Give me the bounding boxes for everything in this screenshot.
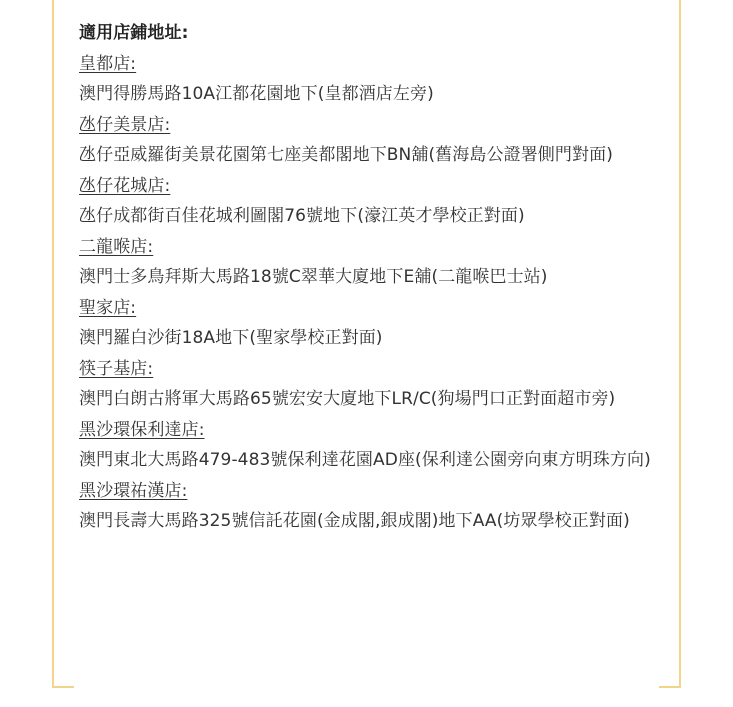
store-name-heishahuan-baolida: 黑沙環保利達店:: [79, 419, 205, 440]
store-address-erlonghou: 澳門士多鳥拜斯大馬路18號C翠華大廈地下E舖(二龍喉巴士站): [79, 267, 548, 287]
section-heading: 適用店鋪地址:: [79, 23, 189, 43]
frame-corner-right: [659, 686, 681, 688]
store-address-heishahuan-youhan: 澳門長壽大馬路325號信託花園(金成閣,銀成閣)地下AA(坊眾學校正對面): [79, 511, 630, 531]
store-address-list: [79, 18, 664, 537]
store-address-heishahuan-baolida: 澳門東北大馬路479-483號保利達花園AD座(保利達公園旁向東方明珠方向): [79, 450, 651, 470]
store-name-erlonghou: 二龍喉店:: [79, 236, 154, 257]
store-address-taipa-huacheng: 氹仔成都街百佳花城利圖閣76號地下(濠江英才學校正對面): [79, 206, 525, 226]
store-name-kuaiziji: 筷子基店:: [79, 358, 154, 379]
store-address-taipa-meijing: 氹仔亞威羅街美景花園第七座美都閣地下BN舖(舊海島公證署側門對面): [79, 145, 613, 165]
store-name-huangdu: 皇都店:: [79, 53, 137, 74]
frame-corner-left: [52, 686, 74, 688]
store-address-shengjia: 澳門羅白沙街18A地下(聖家學校正對面): [79, 328, 383, 348]
store-name-shengjia: 聖家店:: [79, 297, 137, 318]
store-name-taipa-huacheng: 氹仔花城店:: [79, 175, 171, 196]
store-name-taipa-meijing: 氹仔美景店:: [79, 114, 171, 135]
store-name-heishahuan-youhan: 黑沙環祐漢店:: [79, 480, 188, 501]
store-address-kuaiziji: 澳門白朗古將軍大馬路65號宏安大廈地下LR/C(狗場門口正對面超市旁): [79, 389, 616, 409]
store-address-huangdu: 澳門得勝馬路10A江都花園地下(皇都酒店左旁): [79, 84, 434, 104]
